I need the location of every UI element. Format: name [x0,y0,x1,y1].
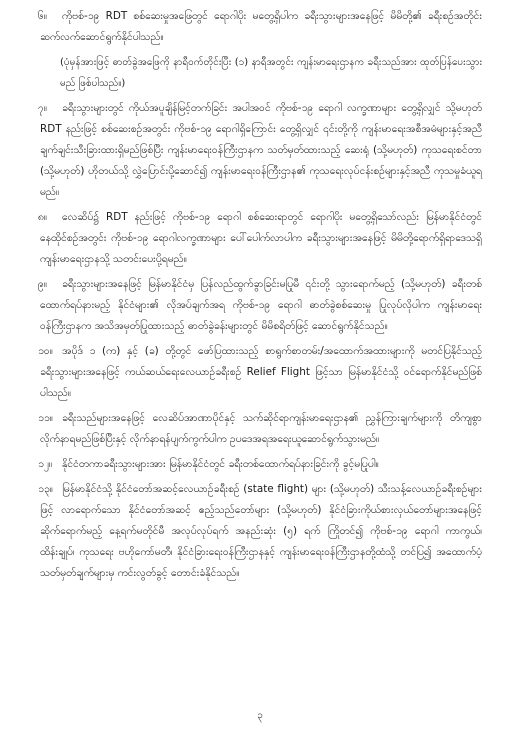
paragraph-text: ခရီးသွားများတွင် ကိုယ်အပူချိန်မြင့်တက်ခြင်း အပါအဝင် ကိုဗစ်-၁၉ ရောဂါ လက္ခဏာများ တွေ့ရှိလျှင် သို့မဟုတ် RDT နည်းဖြင့် စစ်ဆေးစဉ်အတွင်း ကိုဗစ်-၁၉ ရောဂါရှိကြောင်း တွေ့ရှိလျှင် ၎င်းတို့ကို ကျန်းမာရေးအစီအမံများနှင့်အညီ ချက်ချင်းသီးခြားထားရှိမည်ဖြစ်ပြီး ကျန်းမာရေးဝန်ကြီးဌာနက သတ်မှတ်ထားသည့် ဆေးရုံ (သို့မဟုတ်) ကုသရေးစင်တာ (သို့မဟုတ်) ဟိုတယ်သို့ လွှဲပြောင်းပို့ဆောင်၍ ကျန်းမာရေးဝန်ကြီးဌာန၏ ကုသရေးလုပ်ငန်းစဉ်များနှင့်အညီ ကုသမှုခံယူရမည်။ [40,102,482,198]
paragraph-text: (ပုံမှန်အားဖြင့် ဓာတ်ခွဲအဖြေကို နာရီဝက်တိုင်းပြီး (၁) နာရီအတွင်း ကျန်းမာရေးဌာနက ခရီးသည်အား ထုတ်ပြန်ပေးသွားမည် ဖြစ်ပါသည်။) [60,57,482,89]
paragraph-text: လေဆိပ်၌ RDT နည်းဖြင့် ကိုဗစ်-၁၉ ရောဂါ စစ်ဆေးရာတွင် ရောဂါပိုး မတွေ့ရှိသော်လည်း မြန်မာနိုင်ငံတွင် နေထိုင်စဉ်အတွင်း ကိုဗစ်-၁၉ ရောဂါလက္ခဏာများ ပေါ်ပေါက်လာပါက ခရီးသွားများအနေဖြင့် မိမိတို့ရောက်ရှိရာဒေသရှိ ကျန်းမာရေးဌာနသို့ သတင်းပေးပို့ရမည်။ [40,211,482,265]
paragraph-13 [40,479,482,584]
paragraph-text: ခရီးသွားများအနေဖြင့် မြန်မာနိုင်ငံမှ ပြန်လည်ထွက်ခွာခြင်းမပြုမီ ၎င်းတို့ သွားရောက်မည့် (သို့မဟုတ်) ခရီးတစ်ထောက်ရပ်နားမည့် နိုင်ငံများ၏ လိုအပ်ချက်အရ ကိုဗစ်-၁၉ ရောဂါ ဓာတ်ခွဲစစ်ဆေးမှု ပြုလုပ်လိုပါက ကျန်းမာရေးဝန်ကြီးဌာနက အသိအမှတ်ပြုထားသည့် ဓာတ်ခွဲခန်းများတွင် မိမိစရိတ်ဖြင့် ဆောင်ရွက်နိုင်သည်။ [40,278,482,332]
paragraph-text: နိုင်ငံတကာခရီးသွားများအား မြန်မာနိုင်ငံတွင် ခရီးတစ်ထောက်ရပ်နားခြင်းကို ခွင့်မပြုပါ။ [62,458,379,470]
paragraph-number: ၈။ [38,211,48,223]
paragraph-7 [40,98,482,203]
paragraph-8 [40,207,482,270]
paragraph-number: ၉။ [38,278,47,290]
paragraph-number: ၇။ [38,102,47,114]
paragraph-text: ခရီးသည်များအနေဖြင့် လေဆိပ်အာဏာပိုင်နှင့် သက်ဆိုင်ရာကျန်းမာရေးဌာန၏ ညွှန်ကြားချက်များကို တိကျစွာလိုက်နာရမည်ဖြစ်ပြီးနှင့် လိုက်နာရန်ပျက်ကွက်ပါက ဥပဒေအရအရေးယူဆောင်ရွက်သွားမည်။ [40,412,482,445]
paragraph-number: ၁၁။ [38,412,53,424]
paragraph-number: ၁၂။ [38,458,53,470]
paragraph-number: ၁၀။ [38,345,53,357]
paragraph-note [40,52,482,94]
paragraph-text: ကိုဗစ်-၁၉ RDT စစ်ဆေးမှုအဖြေတွင် ရောဂါပိုး မတွေ့ရှိပါက ခရီးသွားများအနေဖြင့် မိမိတို့၏ ခရီးစဉ်အတိုင်း ဆက်လက်ဆောင်ရွက်နိုင်ပါသည်။ [40,10,482,43]
paragraph-number: ၁၃။ [38,483,53,495]
paragraph-10 [40,341,482,404]
paragraph-text: အပိုဒ် ၁ (က) နှင့် (ခ) တို့တွင် ဖော်ပြထားသည့် စာရွက်စာတမ်း/အထောက်အထားများကို မတင်ပြနိုင်သည့် ခရီးသွားများအနေဖြင့် ကယ်ဆယ်ရေးလေယာဉ်ခရီးစဉ် Relief Flight ဖြင့်သာ မြန်မာနိုင်ငံသို့ ဝင်ရောက်နိုင်မည်ဖြစ်ပါသည်။ [40,345,482,399]
paragraph-12 [40,454,482,475]
paragraph-number: ၆။ [38,10,47,22]
paragraph-6 [40,6,482,48]
paragraph-9 [40,274,482,337]
paragraph-11 [40,408,482,450]
paragraph-text: မြန်မာနိုင်ငံသို့ နိုင်ငံတော်အဆင့်လေယာဉ်ခရီးစဉ် (state flight) များ (သို့မဟုတ်) သီးသန့်လေယာဉ်ခရီးစဉ်များဖြင့် လာရောက်သော နိုင်ငံတော်အဆင့် ဧည့်သည်တော်များ (သို့မဟုတ်) နိုင်ငံခြားကိုယ်စားလှယ်တော်များအနေဖြင့် ဆိုက်ရောက်မည့် နေ့ရက်မတိုင်မီ အလုပ်လုပ်ရက် အနည်းဆုံး (၅) ရက် ကြိုတင်၍ ကိုဗစ်-၁၉ ရောဂါ ကာကွယ်၊ ထိန်းချုပ်၊ ကုသရေး ဗဟိုကော်မတီ၊ နိုင်ငံခြားရေးဝန်ကြီးဌာနနှင့် ကျန်းမာရေးဝန်ကြီးဌာနတို့ထံသို့ တင်ပြ၍ အထောက်ပံ့သတ်မှတ်ချက်များမှ ကင်းလွတ်ခွင့် တောင်းခံနိုင်သည်။ [40,483,482,579]
page-number: ၃ [257,710,263,721]
